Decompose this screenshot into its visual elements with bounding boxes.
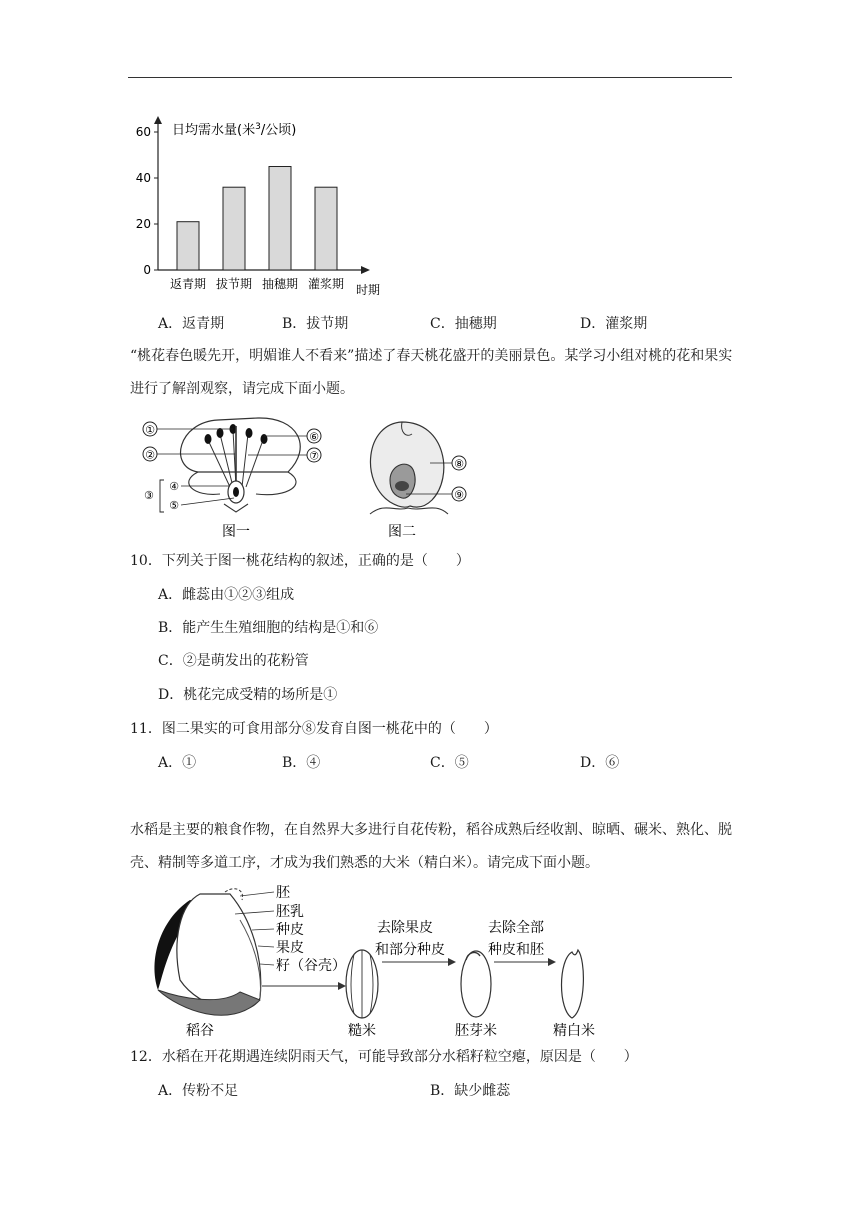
- step1-line1: 去除果皮: [377, 920, 433, 936]
- x-axis-label: 时期: [356, 283, 381, 297]
- label-7: ⑦: [309, 449, 319, 463]
- label-3: ③: [144, 489, 154, 502]
- arrow-1-head: [338, 982, 346, 990]
- part-line-embryo: [240, 892, 274, 896]
- q11-option-c[interactable]: C．⑤: [430, 755, 469, 771]
- q9-option-a[interactable]: A．返青期: [158, 316, 225, 332]
- rice-part-embryo: 胚: [276, 885, 290, 901]
- grain-kernel: [177, 894, 261, 1010]
- q11-option-a[interactable]: A．①: [158, 755, 197, 771]
- bar: [269, 167, 291, 271]
- anther: [246, 428, 253, 438]
- white-rice-grain: [562, 950, 584, 1018]
- anther: [217, 428, 224, 438]
- rice-part-endosperm: 胚乳: [276, 904, 304, 920]
- seed: [395, 481, 409, 491]
- y-tick-label: 40: [135, 171, 151, 185]
- label-8: ⑧: [454, 457, 464, 471]
- y-tick-label: 60: [135, 125, 151, 139]
- part-line-husk: [260, 964, 274, 965]
- q9-option-d[interactable]: D．灌浆期: [580, 316, 648, 332]
- stage-paddy: 稻谷: [186, 1023, 214, 1039]
- x-axis-arrow: [361, 266, 370, 274]
- rice-part-seedcoat: 种皮: [276, 922, 304, 938]
- label-5-line: [181, 498, 234, 505]
- y-tick-label: 0: [143, 263, 151, 277]
- figure-1-peach-flower: [138, 412, 338, 542]
- anther: [205, 434, 212, 444]
- step2-line1: 去除全部: [488, 920, 544, 936]
- part-line-seedcoat: [252, 929, 274, 930]
- q10-option-d[interactable]: D．桃花完成受精的场所是①: [158, 687, 338, 703]
- bar: [177, 222, 199, 270]
- label-5: ⑤: [169, 499, 179, 512]
- step1-line2: 和部分种皮: [375, 942, 445, 958]
- q9-option-b[interactable]: B．拔节期: [282, 316, 349, 332]
- header-rule: [128, 77, 732, 78]
- q9-option-c[interactable]: C．抽穗期: [430, 316, 497, 332]
- ovule: [233, 487, 239, 497]
- bar: [223, 187, 245, 270]
- intro-rice: 水稻是主要的粮食作物，在自然界大多进行自花传粉，稻谷成熟后经收割、晾晒、碾米、熟化、脱壳、精制等多道工序，才成为我们熟悉的大米（精白米）。请完成下面小题。: [130, 822, 732, 871]
- label-4: ④: [169, 480, 179, 493]
- bracket-3: [160, 480, 164, 512]
- rice-part-pericarp: 果皮: [276, 940, 304, 956]
- q12-option-a[interactable]: A．传粉不足: [158, 1083, 239, 1099]
- q10-option-c[interactable]: C．②是萌发出的花粉管: [158, 653, 309, 669]
- water-demand-chart: [128, 112, 398, 297]
- y-tick-label: 20: [135, 217, 151, 231]
- x-tick-label: 拔节期: [215, 277, 253, 291]
- q10-option-b[interactable]: B．能产生生殖细胞的结构是①和⑥: [158, 620, 379, 636]
- x-tick-label: 灌浆期: [307, 277, 345, 291]
- germ-rice-grain: [461, 951, 491, 1017]
- q12-option-b[interactable]: B．缺少雌蕊: [430, 1083, 511, 1099]
- stage-white-rice: 精白米: [553, 1023, 595, 1039]
- figure-2-caption: 图二: [388, 524, 416, 540]
- arrow-3-head: [548, 958, 556, 966]
- fruit-base: [370, 508, 448, 514]
- q10-stem: 10．下列关于图一桃花结构的叙述，正确的是（ ）: [130, 553, 470, 569]
- label-9: ⑨: [454, 488, 464, 502]
- y-axis-arrow: [154, 116, 162, 124]
- q12-stem: 12．水稻在开花期遇连续阴雨天气，可能导致部分水稻籽粒空瘪，原因是（ ）: [130, 1049, 638, 1065]
- stage-germ-rice: 胚芽米: [455, 1023, 497, 1039]
- q11-option-d[interactable]: D．⑥: [580, 755, 620, 771]
- part-line-pericarp: [258, 946, 274, 947]
- q11-stem: 11．图二果实的可食用部分⑧发育自图一桃花中的（ ）: [130, 721, 498, 737]
- q11-option-b[interactable]: B．④: [282, 755, 321, 771]
- step2-line2: 种皮和胚: [488, 942, 544, 958]
- figure-1-caption: 图一: [222, 524, 250, 540]
- label-6: ⑥: [309, 430, 319, 444]
- label-2: ②: [145, 448, 155, 462]
- x-tick-label: 返青期: [169, 277, 207, 291]
- rice-processing-figure: [140, 880, 610, 1040]
- q10-option-a[interactable]: A．雌蕊由①②③组成: [158, 587, 295, 603]
- petal-outline: [181, 418, 301, 472]
- figure-2-peach-fruit: [350, 412, 480, 542]
- receptacle: [224, 504, 248, 512]
- arrow-2-head: [448, 958, 456, 966]
- rice-part-husk: 籽（谷壳）: [276, 958, 346, 974]
- bar: [315, 187, 337, 270]
- anther: [261, 434, 268, 444]
- intro-peach: “桃花春色暖先开，明媚谁人不看来”描述了春天桃花盛开的美丽景色。某学习小组对桃的花和果实进行了解剖观察，请完成下面小题。: [130, 348, 733, 397]
- stage-brown-rice: 糙米: [348, 1023, 376, 1039]
- label-1: ①: [145, 423, 155, 437]
- x-tick-label: 抽穗期: [261, 277, 299, 291]
- y-axis-label: 日均需水量(米$^3$/公顷): [172, 122, 297, 138]
